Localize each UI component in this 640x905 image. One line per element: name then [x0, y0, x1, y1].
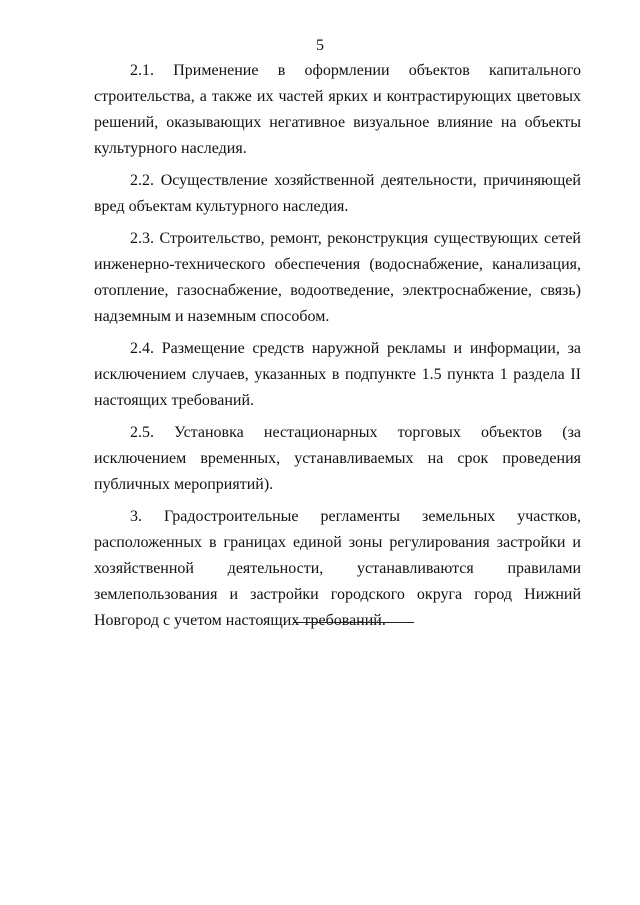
document-body	[94, 58, 581, 640]
paragraph-2-4: 2.4. Размещение средств наружной рекламы и информации, за исключением случаев, указанных в подпункте 1.5 пункта 1 раздела II настоящих требований.	[94, 340, 581, 409]
end-separator-line	[293, 622, 414, 623]
paragraph-2-5: 2.5. Установка нестационарных торговых объектов (за исключением временных, устанавливаемых на срок проведения публичных мероприятий).	[94, 424, 581, 493]
paragraph-2-2: 2.2. Осуществление хозяйственной деятельности, причиняющей вред объектам культурного наследия.	[94, 172, 581, 215]
paragraph-2-3: 2.3. Строительство, ремонт, реконструкция существующих сетей инженерно-технического обеспечения (водоснабжение, канализация, отопление, газоснабжение, водоотведение, электроснабжение, связь) надземным и наземным способом.	[94, 230, 581, 325]
paragraph-2-1: 2.1. Применение в оформлении объектов капитального строительства, а также их частей ярких и контрастирующих цветовых решений, оказывающих негативное визуальное влияние на объекты культурного наследия.	[94, 62, 581, 157]
paragraph-3: 3. Градостроительные регламенты земельных участков, расположенных в границах единой зоны регулирования застройки и хозяйственной деятельности, устанавливаются правилами землепользования и застройки городского округа город Нижний Новгород с учетом настоящих требований.	[94, 508, 581, 629]
page-number: 5	[316, 37, 324, 54]
